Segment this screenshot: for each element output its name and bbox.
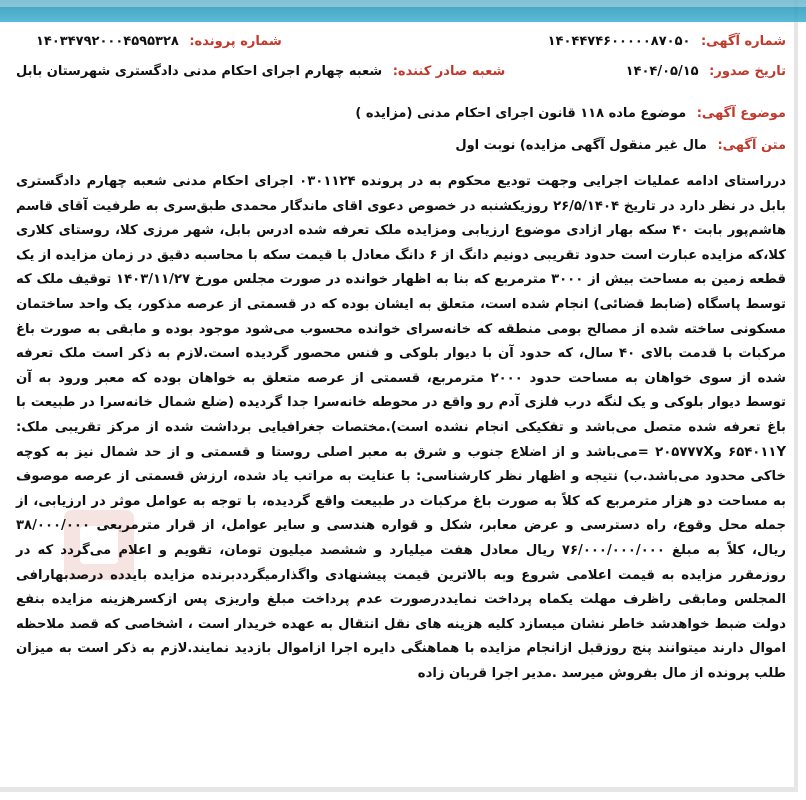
- subject: [355, 106, 786, 121]
- ad-number-label: شماره آگهی:: [700, 34, 786, 49]
- case-number: [36, 34, 282, 49]
- subject-label: موضوع آگهی:: [696, 106, 786, 121]
- text-title-row: [16, 138, 786, 160]
- header-row-numbers: [16, 34, 786, 56]
- text-label: متن آگهی:: [717, 138, 786, 153]
- top-bar-highlight: [0, 0, 806, 7]
- window-top-bar: [0, 0, 806, 22]
- ad-number-value: ۱۴۰۴۴۷۴۶۰۰۰۰۰۸۷۰۵۰: [547, 34, 691, 49]
- case-number-label: شماره پرونده:: [189, 34, 282, 49]
- issue-date-label: تاریخ صدور:: [709, 64, 786, 79]
- issue-date-value: ۱۴۰۴/۰۵/۱۵: [625, 64, 699, 79]
- text-title-value: مال غیر منقول آگهی مزایده) نوبت اول: [455, 138, 707, 153]
- text-title: [455, 138, 786, 153]
- announcement-body: درراستای ادامه عملیات اجرایی وجهت تودیع محکوم به در پرونده ۰۳۰۱۱۲۴ اجرای احکام مدنی شعبه چهارم دادگستری بابل در نظر دارد در تاریخ ۲۶/۵/۱۴۰۴ روزیکشنبه در خصوص دعوی اقای ماندگار محمدی طبق‌سری به طرفیت آقای قاسم هاشم‌پور بابت ۴۰ سکه بهار ازادی موضوع ارزیابی ومزایده ملک تعرفه شده ادرس بابل، شهر مرزی کلا، روستای کلاری کلا،که مزایده عبارت است حدود تقریبی دونیم دانگ از ۶ دانگ معادل با قیمت سکه با محاسبه دقیق در زمان مزایده از یک قطعه زمین به مساحت بیش از ۳۰۰۰ مترمربع که بنا به اظهار خوانده در صورت مجلس مورخ ۱۴۰۳/۱۱/۲۷ توقیف ملک که توسط پاسگاه (ضابط قضائی) انجام شده است، متعلق به ایشان بوده که در قسمتی از عرصه مذکور، یک واحد ساختمان مسکونی ساخته شده از مصالح بومی منطقه که خانه‌سرای خوانده محسوب می‌شود موجود بوده و مابقی به صورت باغ مرکبات با قدمت بالای ۴۰ سال، که حدود آن با دیوار بلوکی و فنس محصور گردیده است.لازم به ذکر است ملک تعرفه شده از سوی خواهان به مساحت حدود ۲۰۰۰ مترمربع، قسمتی از عرصه متعلق به خواهان بوده که معبر ورود به آن توسط دیوار بلوکی و یک لنگه درب فلزی آدم رو واقع در محوطه خانه‌سرا جدا گردیده (ضلع شمال خانه‌سرا در طبیعت با باغ تعرفه شده متصل می‌باشد و تفکیکی انجام نشده است).مختصات جغرافیایی برداشت شده از مرکز تقریبی ملک: ۶۵۴۰۱۱Y و۲۰۵۷۷۷X =می‌باشد و از اضلاع جنوب و شرق به معبر اصلی روستا و قسمتی و از حد شمال نیز به کوچه خاکی محدود می‌باشد.ب) نتیجه و اظهار نظر کارشناسی: با عنایت به مراتب یاد شده، ارزش قسمتی از عرصه موصوف به مساحت دو هزار مترمربع که کلاً به صورت باغ مرکبات در طبیعت واقع گردیده، با توجه به عوامل موثر در ارزیابی، از جمله محل وقوع، راه دسترسی و عرض معابر، شکل و قواره هندسی و سایر عوامل، از قرار مترمربعی ۳۸/۰۰۰/۰۰۰ ریال، کلاً به مبلغ ۷۶/۰۰۰/۰۰۰/۰۰۰ ریال معادل هفت میلیارد و ششصد میلیون تومان، تقویم و اعلام می‌گردد که در روزمقرر مزایده به قیمت اعلامی شروع وبه بالاترین قیمت پیشنهادی واگذارمیگرددبرنده مزایده بایدده درصدبهارافی المجلس ومابقی راظرف مهلت یکماه پرداخت نمایددرصورت عدم پرداخت مبلغ واریزی پس ازکسرهزینه مزایده بنفع دولت ضبط خواهدشد خاطر نشان میسازد کلیه هزینه های نقل انتقال به عهده خریدار است ، اشخاصی که قصد ملاحظه اموال دارند میتوانند پنج روزقبل ازانجام مزایده با هماهنگی دایره اجرا ازاموال بازدید نمایند.لازم به ذکر است به میزان طلب پرونده از مال بفروش میرسد .مدیر اجرا قربان زاده: [16, 174, 787, 681]
- ad-number: [548, 34, 786, 49]
- issue-date: [626, 64, 786, 79]
- header-row-issuer: [16, 64, 786, 86]
- issuer-value: شعبه چهارم اجرای احکام مدنی دادگستری شهرستان بابل: [16, 64, 383, 79]
- case-number-value: ۱۴۰۳۴۷۹۲۰۰۰۴۵۹۵۳۲۸: [36, 34, 179, 49]
- issuer: [16, 64, 505, 79]
- issuer-label: شعبه صادر کننده:: [392, 64, 506, 79]
- announcement-document: [16, 34, 786, 686]
- subject-row: [16, 106, 786, 128]
- subject-value: موضوع ماده ۱۱۸ قانون اجرای احکام مدنی (مزایده ): [355, 106, 687, 121]
